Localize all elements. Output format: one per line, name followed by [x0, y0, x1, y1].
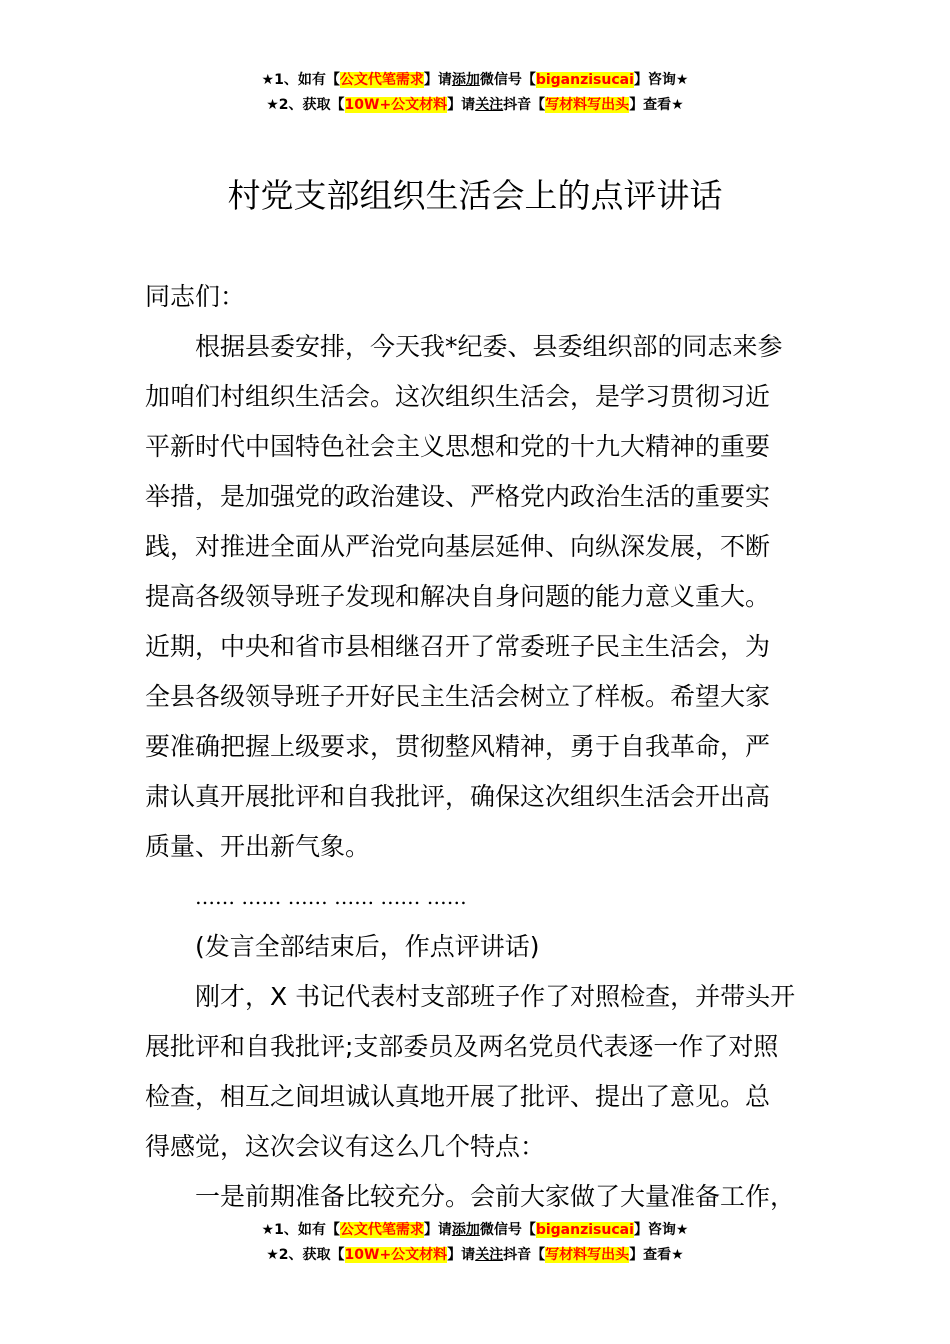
stage-note: (发言全部结束后，作点评讲话) — [195, 932, 540, 961]
body-line: 加咱们村组织生活会。这次组织生活会，是学习贯彻习近 — [145, 382, 771, 411]
banner-underlined-text: 关注 — [475, 97, 504, 113]
body-line: 全县各级领导班子开好民主生活会树立了样板。希望大家 — [145, 682, 771, 711]
salutation: 同志们： — [145, 282, 246, 311]
banner-text: 微信号【 — [479, 72, 536, 88]
body-line: 检查，相互之间坦诚认真地开展了批评、提出了意见。总 — [145, 1082, 771, 1111]
body-line: 近期，中央和省市县相继召开了常委班子民主生活会，为 — [145, 632, 771, 661]
header-banner — [0, 68, 950, 118]
banner-underlined-text: 添加 — [451, 72, 480, 88]
banner-text: 】请 — [447, 1247, 476, 1263]
body-line: 根据县委安排，今天我*纪委、县委组织部的同志来参 — [195, 332, 783, 361]
body-line: 肃认真开展批评和自我批评，确保这次组织生活会开出高 — [145, 782, 771, 811]
banner-text: 】查看★ — [629, 97, 684, 113]
body-line: 一是前期准备比较充分。会前大家做了大量准备工作， — [195, 1182, 796, 1211]
highlight-materials-text: 10W+公文材料 — [344, 97, 448, 113]
body-line: 举措，是加强党的政治建设、严格党内政治生活的重要实 — [145, 482, 771, 511]
banner-line-2 — [0, 1243, 950, 1268]
footer-banner — [0, 1218, 950, 1268]
body-line: 刚才，X 书记代表村支部班子作了对照检查，并带头开 — [195, 982, 796, 1011]
body-line: 展批评和自我批评;支部委员及两名党员代表逐一作了对照 — [145, 1032, 779, 1061]
banner-text: 微信号【 — [479, 1222, 536, 1238]
banner-text: ★2、获取【 — [266, 1247, 345, 1263]
body-line: 践，对推进全面从严治党向基层延伸、向纵深发展，不断 — [145, 532, 771, 561]
banner-text: 】请 — [447, 97, 476, 113]
highlight-wechat-id: biganzisucai — [535, 1222, 634, 1238]
highlight-service-text: 公文代笔需求 — [339, 72, 424, 88]
banner-line-1 — [0, 1218, 950, 1243]
body-line: 提高各级领导班子发现和解决自身问题的能力意义重大。 — [145, 582, 771, 611]
banner-text: 抖音【 — [503, 1247, 546, 1263]
banner-text: 】请 — [423, 1222, 452, 1238]
body-line: 得感觉，这次会议有这么几个特点： — [145, 1132, 546, 1161]
body-line: 平新时代中国特色社会主义思想和党的十九大精神的重要 — [145, 432, 771, 461]
banner-text: 】查看★ — [629, 1247, 684, 1263]
highlight-wechat-id: biganzisucai — [535, 72, 634, 88]
highlight-materials-text: 10W+公文材料 — [344, 1247, 448, 1263]
banner-underlined-text: 添加 — [451, 1222, 480, 1238]
banner-text: 抖音【 — [503, 97, 546, 113]
document-title: 村党支部组织生活会上的点评讲话 — [227, 176, 723, 215]
body-line: 质量、开出新气象。 — [145, 832, 371, 861]
highlight-douyin-id: 写材料写出头 — [545, 97, 630, 113]
ellipsis-separator: …… …… …… …… …… …… — [195, 885, 467, 909]
banner-underlined-text: 关注 — [475, 1247, 504, 1263]
highlight-service-text: 公文代笔需求 — [339, 1222, 424, 1238]
banner-line-2 — [0, 93, 950, 118]
highlight-douyin-id: 写材料写出头 — [545, 1247, 630, 1263]
banner-text: 】咨询★ — [633, 1222, 689, 1238]
body-line: 要准确把握上级要求，贯彻整风精神，勇于自我革命，严 — [145, 732, 771, 761]
banner-text: 】请 — [423, 72, 452, 88]
document-body — [145, 272, 825, 1222]
banner-text: ★1、如有【 — [261, 1222, 340, 1238]
banner-text: ★2、获取【 — [266, 97, 345, 113]
banner-text: ★1、如有【 — [261, 72, 340, 88]
banner-text: 】咨询★ — [633, 72, 689, 88]
banner-line-1 — [0, 68, 950, 93]
